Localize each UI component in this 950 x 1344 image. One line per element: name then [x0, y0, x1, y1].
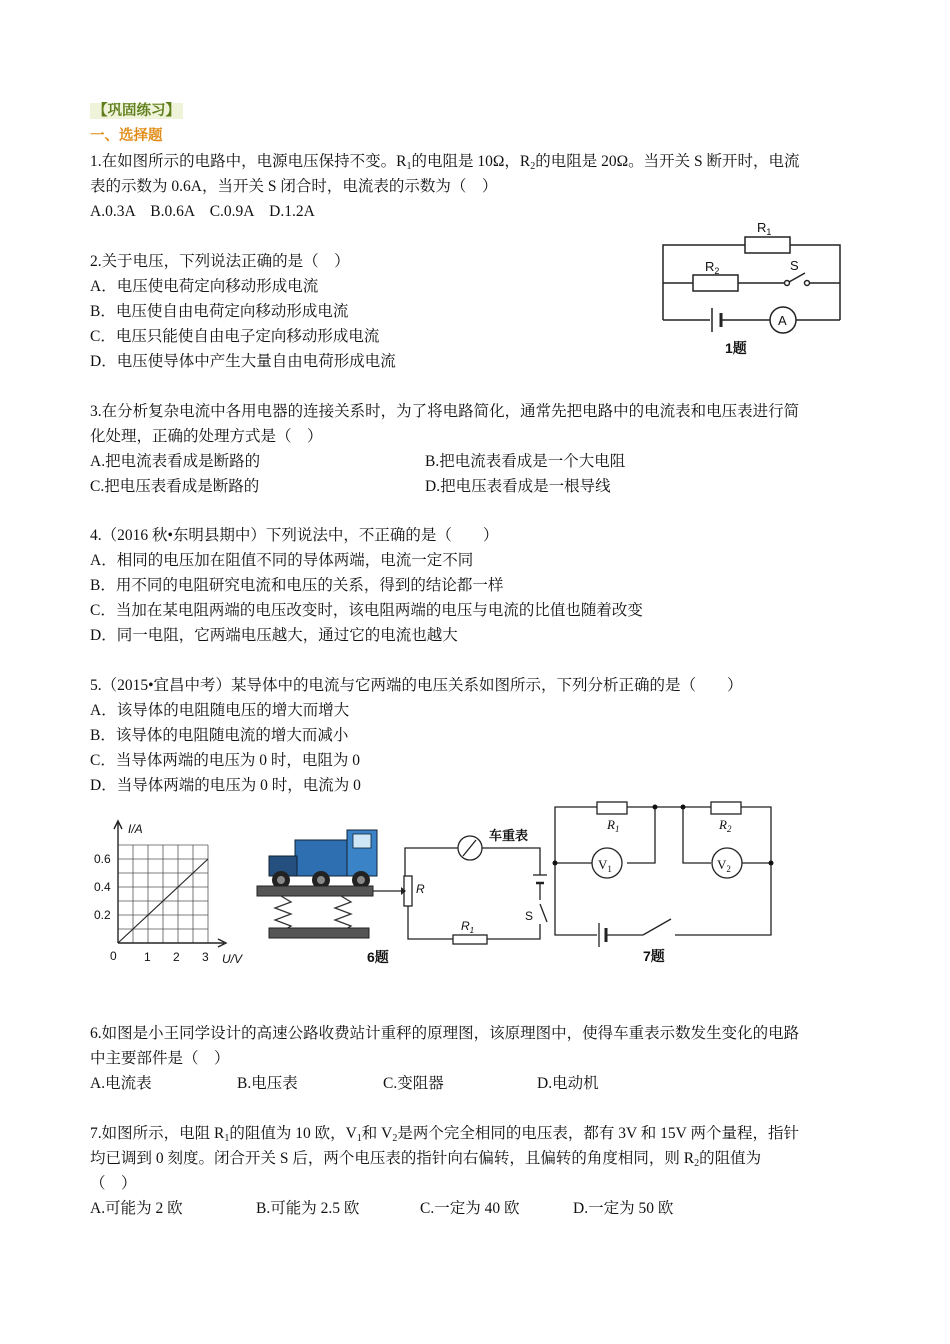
svg-text:R1: $R_1$ [461, 919, 475, 935]
q7-option-a: A.可能为 2 欧 [90, 1200, 183, 1217]
svg-text:6题: 6题 [367, 949, 389, 965]
q5-option-c: C．当导体两端的电压为 0 时，电阻为 0 [90, 752, 360, 769]
q1-line1: 1.在如图所示的电路中，电源电压保持不变。$R_1$的电阻是 10Ω，$R_2$的电阻是 20Ω。当开关 S 断开时，电流 [90, 153, 800, 172]
svg-text:R1: $R_1$ [607, 817, 620, 834]
q2-option-b: B．电压使自由电荷定向移动形成电流 [90, 303, 349, 320]
q4-stem: 4.（2016 秋•东明县期中）下列说法中，不正确的是（ ） [90, 527, 499, 544]
q6-option-b: B.电压表 [237, 1075, 298, 1092]
q5-option-a: A．该导体的电阻随电压的增大而增大 [90, 702, 350, 719]
figure-6-weighbridge [255, 818, 555, 968]
q3-option-c: C.把电压表看成是断路的 [90, 478, 260, 495]
figure-7-circuit [545, 795, 785, 970]
svg-text:R2: $R_2$ [719, 817, 732, 834]
svg-text:V2: $V_2$ [717, 857, 731, 874]
q7-option-d: D.一定为 50 欧 [573, 1200, 674, 1217]
section-title: 一、选择题 [90, 128, 163, 144]
q6-option-d: D.电动机 [537, 1075, 599, 1092]
q7-option-b: B.可能为 2.5 欧 [256, 1200, 360, 1217]
svg-text:A: A [778, 313, 787, 328]
q3-line1: 3.在分析复杂电流中各用电器的连接关系时，为了将电路简化，通常先把电路中的电流表和电压表进行简 [90, 403, 800, 420]
q3-option-b: B.把电流表看成是一个大电阻 [425, 453, 626, 470]
q2-option-a: A．电压使电荷定向移动形成电流 [90, 278, 319, 295]
svg-text:1题: 1题 [725, 340, 747, 356]
q2-stem: 2.关于电压，下列说法正确的是（ ） [90, 253, 350, 270]
svg-text:车重表: 车重表 [489, 828, 529, 843]
svg-text:R1: $R_1$ [757, 220, 772, 237]
q6-line1: 6.如图是小王同学设计的高速公路收费站计重秤的原理图，该原理图中，使得车重表示数发生变化的电路 [90, 1025, 800, 1042]
iu-graph [92, 815, 257, 970]
q7-line3: （ ） [90, 1175, 137, 1192]
q4-option-b: B．用不同的电阻研究电流和电压的关系，得到的结论都一样 [90, 577, 504, 594]
truck-icon [269, 830, 377, 889]
svg-text:R2: $R_2$ [705, 259, 720, 276]
figure-1-circuit [655, 215, 855, 360]
section-tag: 【巩固练习】 [90, 101, 183, 121]
svg-text:3: 3 [202, 950, 209, 964]
q7-line1: 7.如图所示，电阻 $R_1$的阻值为 10 欧，$V_1$和 $V_2$是两个完全相同的电压表，都有 3V 和 15V 两个量程，指针 [90, 1125, 799, 1144]
svg-text:R: R [416, 882, 425, 896]
q1-options: A.0.3A B.0.6A C.0.9A D.1.2A [90, 203, 315, 220]
q5-option-d: D．当导体两端的电压为 0 时，电流为 0 [90, 777, 361, 794]
svg-text:1: 1 [144, 950, 151, 964]
q2-option-c: C．电压只能使自由电子定向移动形成电流 [90, 328, 380, 345]
q7-line2: 均已调到 0 刻度。闭合开关 S 后，两个电压表的指针向右偏转，且偏转的角度相同，则 $R_2$的阻值为 [90, 1150, 762, 1169]
svg-text:I/A: I/A [128, 822, 143, 836]
q4-option-d: D．同一电阻，它两端电压越大，通过它的电流也越大 [90, 627, 458, 644]
q6-option-c: C.变阻器 [383, 1075, 444, 1092]
svg-text:S: S [525, 909, 534, 923]
q5-stem: 5.（2015•宜昌中考）某导体中的电流与它两端的电压关系如图所示，下列分析正确的是（ ） [90, 677, 743, 694]
q3-option-a: A.把电流表看成是断路的 [90, 453, 261, 470]
q4-option-c: C．当加在某电阻两端的电压改变时，该电阻两端的电压与电流的比值也随着改变 [90, 602, 643, 619]
svg-text:0.4: 0.4 [94, 880, 111, 894]
q4-option-a: A．相同的电压加在阻值不同的导体两端，电流一定不同 [90, 552, 474, 569]
svg-text:7题: 7题 [643, 948, 665, 964]
q6-option-a: A.电流表 [90, 1075, 152, 1092]
svg-text:0.6: 0.6 [94, 852, 111, 866]
svg-text:2: 2 [173, 950, 180, 964]
svg-text:0.2: 0.2 [94, 908, 111, 922]
q5-option-b: B．该导体的电阻随电流的增大而减小 [90, 727, 349, 744]
svg-text:V1: $V_1$ [598, 857, 612, 874]
svg-text:U/V: U/V [222, 952, 243, 966]
q1-line2: 表的示数为 0.6A，当开关 S 闭合时，电流表的示数为（ ） [90, 178, 498, 195]
q6-line2: 中主要部件是（ ） [90, 1050, 230, 1067]
svg-text:S: S [790, 258, 799, 273]
q3-line2: 化处理，正确的处理方式是（ ） [90, 428, 323, 445]
q3-option-d: D.把电压表看成是一根导线 [425, 478, 611, 495]
svg-text:0: 0 [110, 949, 117, 963]
q2-option-d: D．电压使导体中产生大量自由电荷形成电流 [90, 353, 396, 370]
q7-option-c: C.一定为 40 欧 [420, 1200, 520, 1217]
